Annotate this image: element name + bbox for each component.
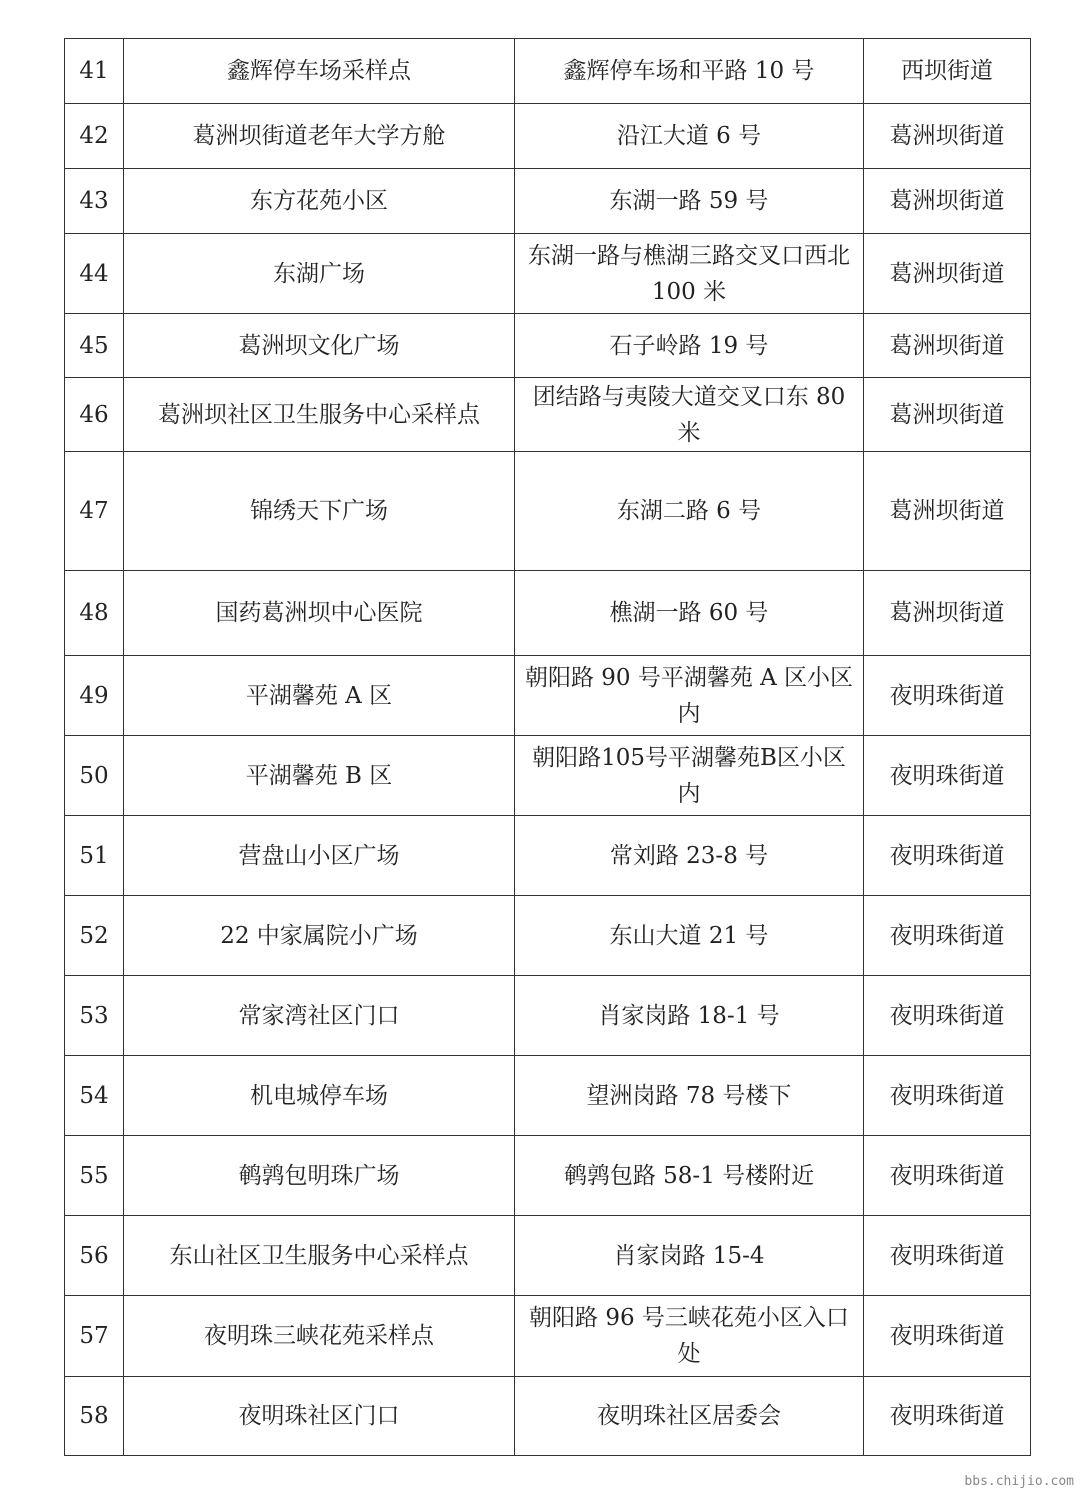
row-number-cell: 51 [65, 816, 124, 896]
site-address-cell: 石子岭路 19 号 [515, 314, 864, 378]
row-number-cell: 57 [65, 1296, 124, 1377]
site-watermark: bbs.chijio.com [964, 1474, 1074, 1489]
site-address-cell: 望洲岗路 78 号楼下 [515, 1056, 864, 1136]
site-address-cell: 肖家岗路 15-4 [515, 1216, 864, 1296]
site-address-cell: 樵湖一路 60 号 [515, 571, 864, 656]
table-row [65, 1136, 1031, 1216]
table-row [65, 1216, 1031, 1296]
table-body [65, 39, 1031, 1456]
site-name-cell: 葛洲坝街道老年大学方舱 [124, 104, 515, 169]
site-name-cell: 营盘山小区广场 [124, 816, 515, 896]
site-name-cell: 平湖馨苑 B 区 [124, 736, 515, 816]
site-name-cell: 东方花苑小区 [124, 169, 515, 234]
site-name-cell: 22 中家属院小广场 [124, 896, 515, 976]
site-address-cell: 团结路与夷陵大道交叉口东 80 米 [515, 378, 864, 452]
street-cell: 夜明珠街道 [864, 1296, 1031, 1377]
street-cell: 葛洲坝街道 [864, 378, 1031, 452]
table-row [65, 378, 1031, 452]
street-cell: 葛洲坝街道 [864, 314, 1031, 378]
site-address-cell: 东山大道 21 号 [515, 896, 864, 976]
site-address-cell: 鹌鹑包路 58-1 号楼附近 [515, 1136, 864, 1216]
site-address-cell: 鑫辉停车场和平路 10 号 [515, 39, 864, 104]
street-cell: 夜明珠街道 [864, 736, 1031, 816]
site-address-cell: 东湖一路 59 号 [515, 169, 864, 234]
row-number-cell: 43 [65, 169, 124, 234]
table-row [65, 816, 1031, 896]
site-address-cell: 朝阳路 96 号三峡花苑小区入口处 [515, 1296, 864, 1377]
table-row [65, 656, 1031, 736]
row-number-cell: 50 [65, 736, 124, 816]
row-number-cell: 45 [65, 314, 124, 378]
site-name-cell: 东湖广场 [124, 234, 515, 314]
street-cell: 夜明珠街道 [864, 816, 1031, 896]
street-cell: 夜明珠街道 [864, 1056, 1031, 1136]
table-row [65, 1296, 1031, 1377]
street-cell: 葛洲坝街道 [864, 169, 1031, 234]
street-cell: 夜明珠街道 [864, 1377, 1031, 1456]
table-row [65, 571, 1031, 656]
site-address-cell: 夜明珠社区居委会 [515, 1377, 864, 1456]
site-address-cell: 常刘路 23-8 号 [515, 816, 864, 896]
site-address-cell: 朝阳路 90 号平湖馨苑 A 区小区内 [515, 656, 864, 736]
street-cell: 夜明珠街道 [864, 976, 1031, 1056]
site-name-cell: 鑫辉停车场采样点 [124, 39, 515, 104]
table-row [65, 314, 1031, 378]
row-number-cell: 55 [65, 1136, 124, 1216]
site-name-cell: 国药葛洲坝中心医院 [124, 571, 515, 656]
street-cell: 夜明珠街道 [864, 1136, 1031, 1216]
table-row [65, 976, 1031, 1056]
row-number-cell: 52 [65, 896, 124, 976]
site-name-cell: 常家湾社区门口 [124, 976, 515, 1056]
table-row [65, 169, 1031, 234]
row-number-cell: 49 [65, 656, 124, 736]
street-cell: 葛洲坝街道 [864, 234, 1031, 314]
table-row [65, 1056, 1031, 1136]
row-number-cell: 44 [65, 234, 124, 314]
site-name-cell: 夜明珠三峡花苑采样点 [124, 1296, 515, 1377]
street-cell: 葛洲坝街道 [864, 571, 1031, 656]
street-cell: 西坝街道 [864, 39, 1031, 104]
site-name-cell: 平湖馨苑 A 区 [124, 656, 515, 736]
table-row [65, 234, 1031, 314]
sampling-sites-table [64, 38, 1031, 1456]
row-number-cell: 42 [65, 104, 124, 169]
site-address-cell: 朝阳路105号平湖馨苑B区小区内 [515, 736, 864, 816]
row-number-cell: 54 [65, 1056, 124, 1136]
table-row [65, 896, 1031, 976]
row-number-cell: 56 [65, 1216, 124, 1296]
row-number-cell: 58 [65, 1377, 124, 1456]
site-name-cell: 锦绣天下广场 [124, 452, 515, 571]
street-cell: 葛洲坝街道 [864, 104, 1031, 169]
site-address-cell: 肖家岗路 18-1 号 [515, 976, 864, 1056]
street-cell: 夜明珠街道 [864, 1216, 1031, 1296]
row-number-cell: 47 [65, 452, 124, 571]
site-address-cell: 东湖二路 6 号 [515, 452, 864, 571]
table-row [65, 39, 1031, 104]
site-name-cell: 葛洲坝文化广场 [124, 314, 515, 378]
site-name-cell: 葛洲坝社区卫生服务中心采样点 [124, 378, 515, 452]
row-number-cell: 41 [65, 39, 124, 104]
site-address-cell: 沿江大道 6 号 [515, 104, 864, 169]
table-row [65, 104, 1031, 169]
table-row [65, 736, 1031, 816]
table-row [65, 1377, 1031, 1456]
row-number-cell: 46 [65, 378, 124, 452]
row-number-cell: 53 [65, 976, 124, 1056]
site-address-cell: 东湖一路与樵湖三路交叉口西北 100 米 [515, 234, 864, 314]
street-cell: 夜明珠街道 [864, 896, 1031, 976]
site-name-cell: 鹌鹑包明珠广场 [124, 1136, 515, 1216]
site-name-cell: 东山社区卫生服务中心采样点 [124, 1216, 515, 1296]
street-cell: 葛洲坝街道 [864, 452, 1031, 571]
street-cell: 夜明珠街道 [864, 656, 1031, 736]
site-name-cell: 机电城停车场 [124, 1056, 515, 1136]
row-number-cell: 48 [65, 571, 124, 656]
site-name-cell: 夜明珠社区门口 [124, 1377, 515, 1456]
table-row [65, 452, 1031, 571]
